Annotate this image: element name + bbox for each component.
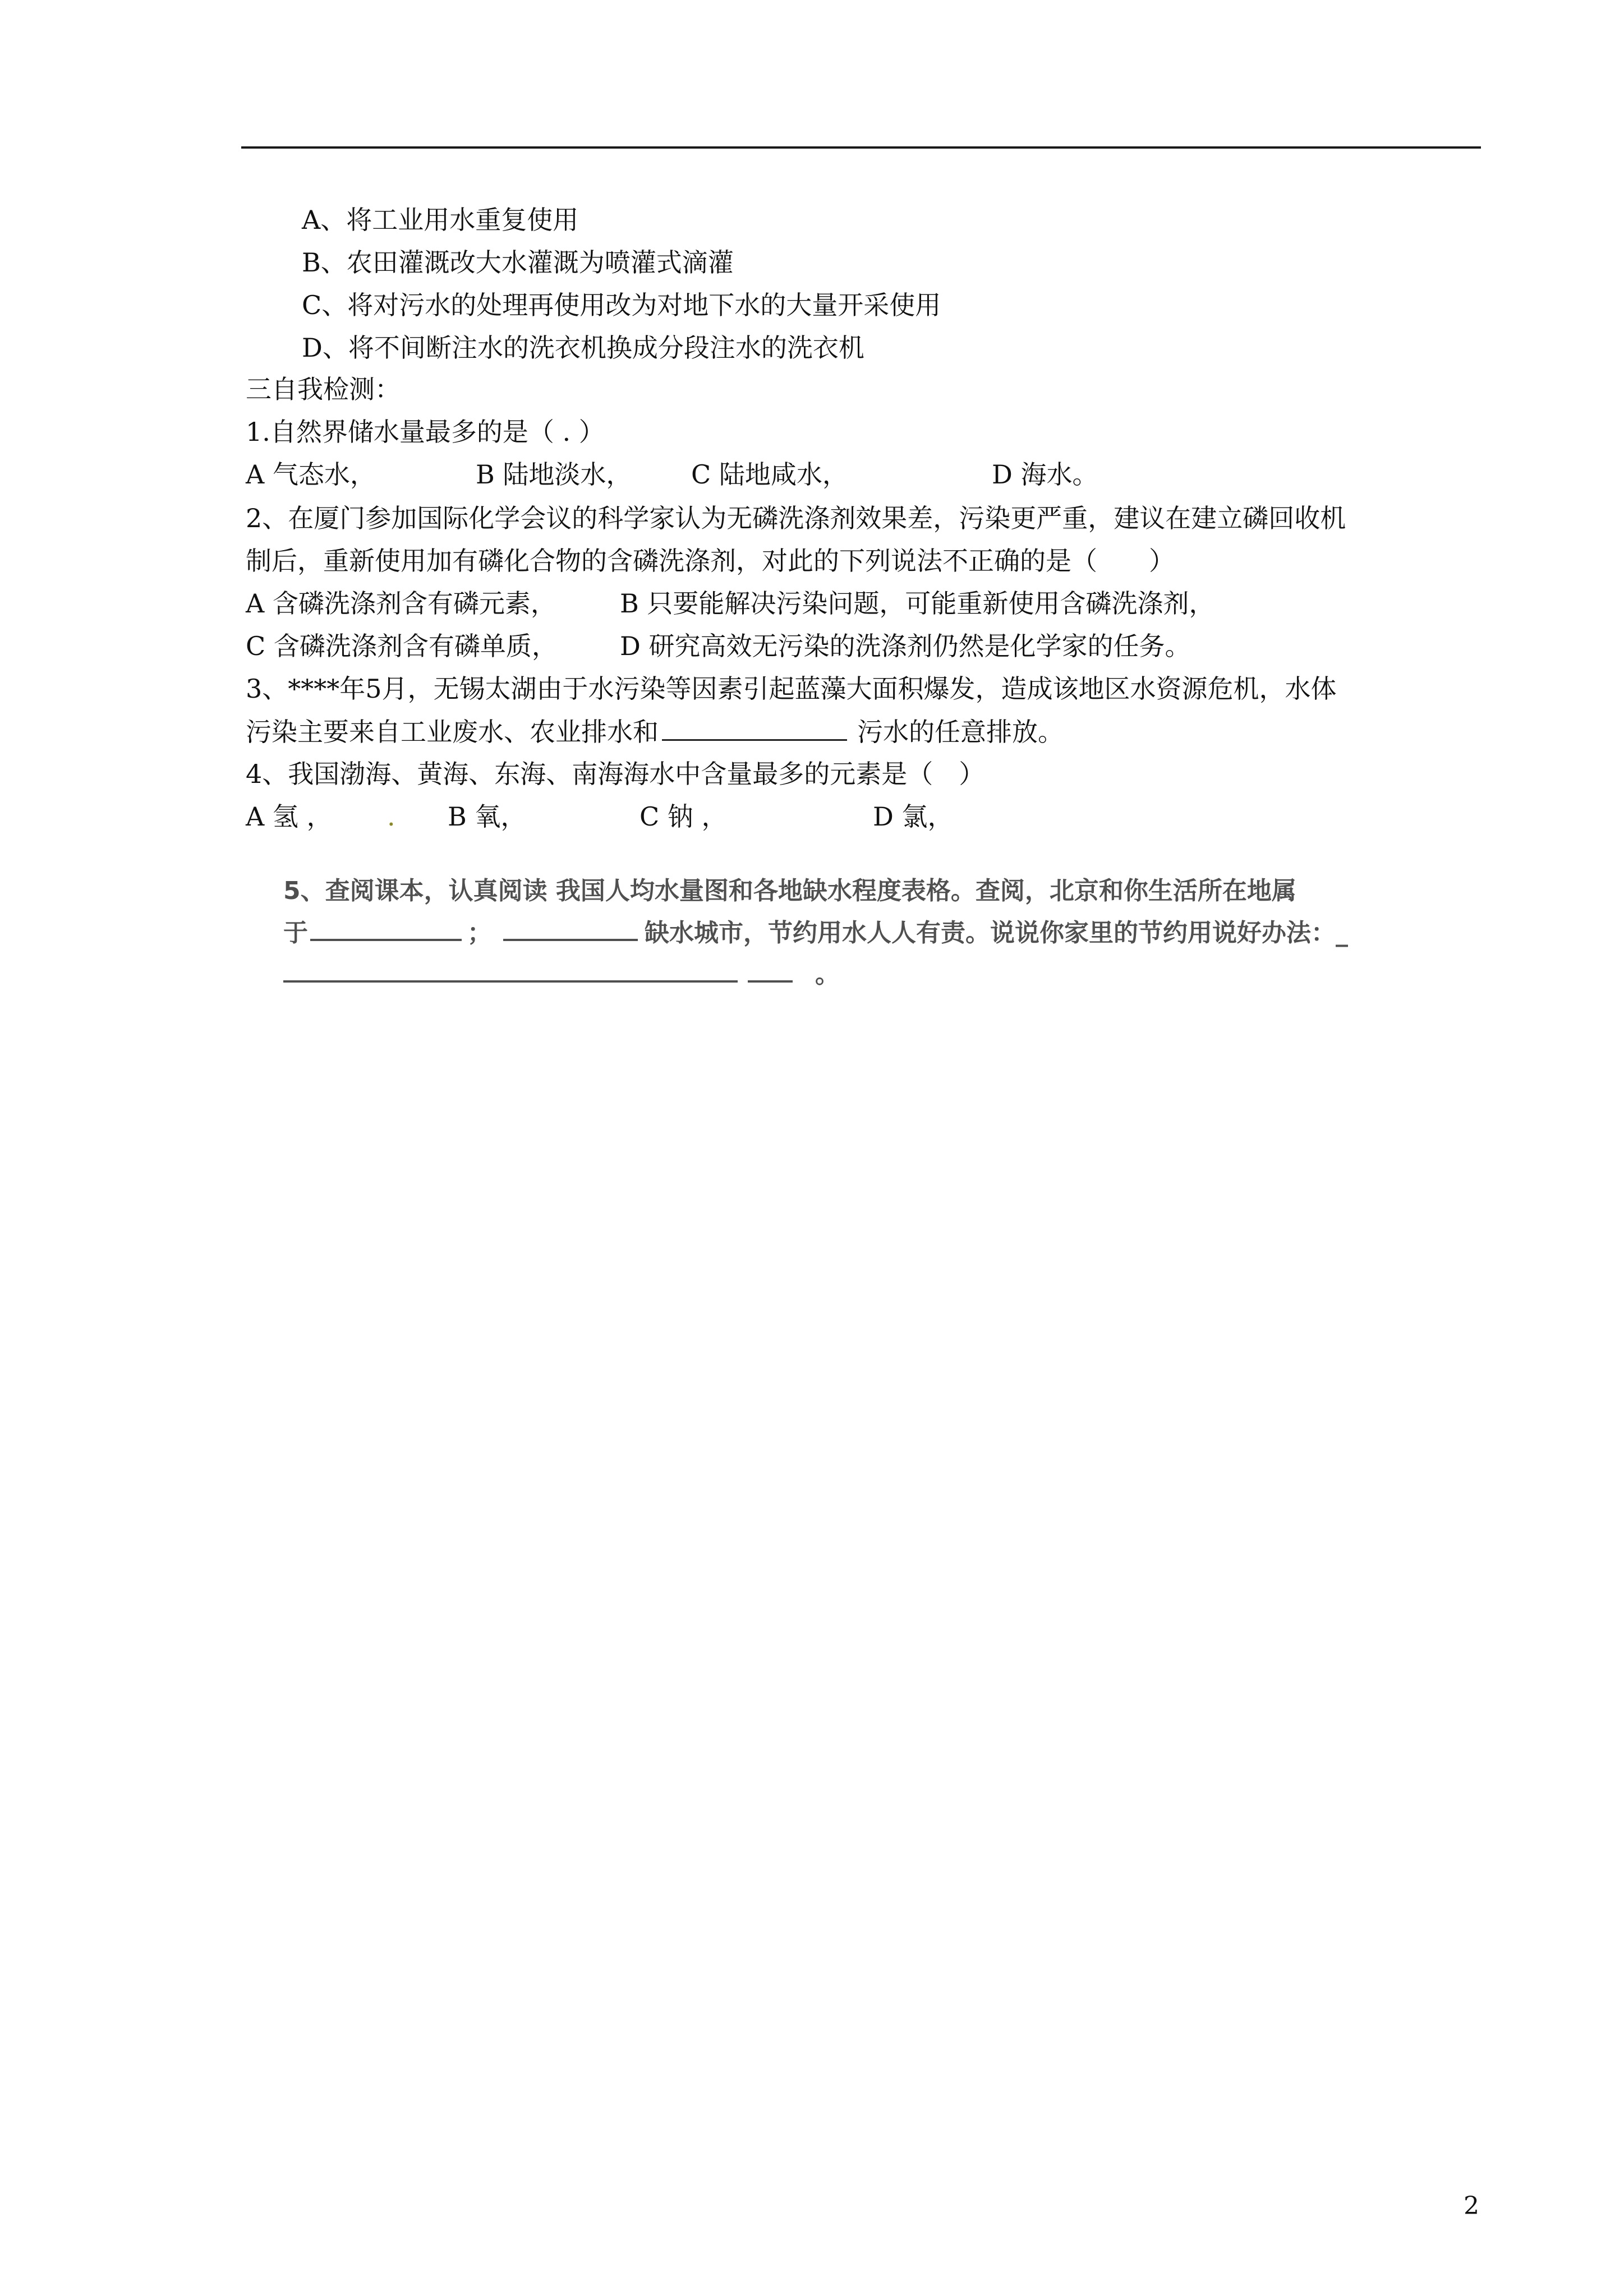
q5-line2 xyxy=(283,915,1348,949)
q3-line2-after: 污水的任意排放。 xyxy=(857,717,1064,747)
q4-option-b: B 氧， xyxy=(448,801,527,832)
q1-option-a: A 气态水， xyxy=(246,459,376,490)
page-number: 2 xyxy=(1464,2192,1479,2220)
header-rule xyxy=(241,146,1481,149)
q5-blank-method-end[interactable] xyxy=(748,957,793,983)
q2-option-c: C 含磷洗涤剂含有磷单质， xyxy=(246,631,558,661)
q5-line2-end: _ xyxy=(1336,919,1348,947)
q5-blank-method[interactable] xyxy=(283,957,738,983)
q5-line3 xyxy=(283,957,840,991)
q3-line2-before: 污染主要来自工业废水、农业排水和 xyxy=(246,717,659,747)
q2-option-b: B 只要能解决污染问题，可能重新使用含磷洗涤剂， xyxy=(620,588,1215,619)
q4-option-a: A 氢 ， xyxy=(246,801,333,832)
q5-blank-hometown[interactable] xyxy=(503,915,638,941)
q5-line2-suffix: 缺水城市，节约用水人人有责。说说你家里的节约用说好办法： xyxy=(645,919,1336,947)
q4-stem: 4、我国渤海、黄海、东海、南海海水中含量最多的元素是（ ） xyxy=(246,759,985,789)
q1-option-d: D 海水。 xyxy=(992,459,1098,490)
option-c-prev: C、将对污水的处理再使用改为对地下水的大量开采使用 xyxy=(302,290,941,320)
option-d-prev: D、将不间断注水的洗衣机换成分段注水的洗衣机 xyxy=(302,333,864,363)
q3-answer-blank[interactable] xyxy=(662,714,847,741)
q4-option-d: D 氯， xyxy=(873,801,954,832)
q5-line2-sep: ； xyxy=(467,919,492,947)
option-a-prev: A、将工业用水重复使用 xyxy=(302,205,579,235)
q1-option-b: B 陆地淡水， xyxy=(476,459,632,490)
q2-stem-line2: 制后，重新使用加有磷化合物的含磷洗涤剂，对此的下列说法不正确的是（ ） xyxy=(246,546,1175,576)
q1-option-c: C 陆地咸水， xyxy=(691,459,848,490)
q5-line2-prefix: 于 xyxy=(283,919,308,947)
option-b-prev: B、农田灌溉改大水灌溉为喷灌式滴灌 xyxy=(302,247,734,278)
q5-line1: 5、查阅课本，认真阅读 我国人均水量图和各地缺水程度表格。查阅，北京和你生活所在地属 xyxy=(283,877,1296,905)
q2-option-a: A 含磷洗涤剂含有磷元素， xyxy=(246,588,556,619)
q2-stem-line1: 2、在厦门参加国际化学会议的科学家认为无磷洗涤剂效果差，污染更严重，建议在建立磷回收机 xyxy=(246,503,1346,533)
q1-stem: 1.自然界储水量最多的是（ . ） xyxy=(246,417,605,447)
q4-option-c: C 钠 ， xyxy=(640,801,728,832)
q3-line2 xyxy=(246,714,1064,749)
q5-scanned-block xyxy=(283,875,1428,998)
q2-option-d: D 研究高效无污染的洗涤剂仍然是化学家的任务。 xyxy=(620,631,1191,661)
q5-blank-beijing[interactable] xyxy=(310,915,462,941)
q5-line3-end: 。 xyxy=(815,960,840,989)
q3-line1: 3、****年5月，无锡太湖由于水污染等因素引起蓝藻大面积爆发，造成该地区水资源危机，水体 xyxy=(246,674,1337,704)
q4-stray-mark: . xyxy=(387,801,395,832)
section-title: 三自我检测： xyxy=(246,374,401,404)
